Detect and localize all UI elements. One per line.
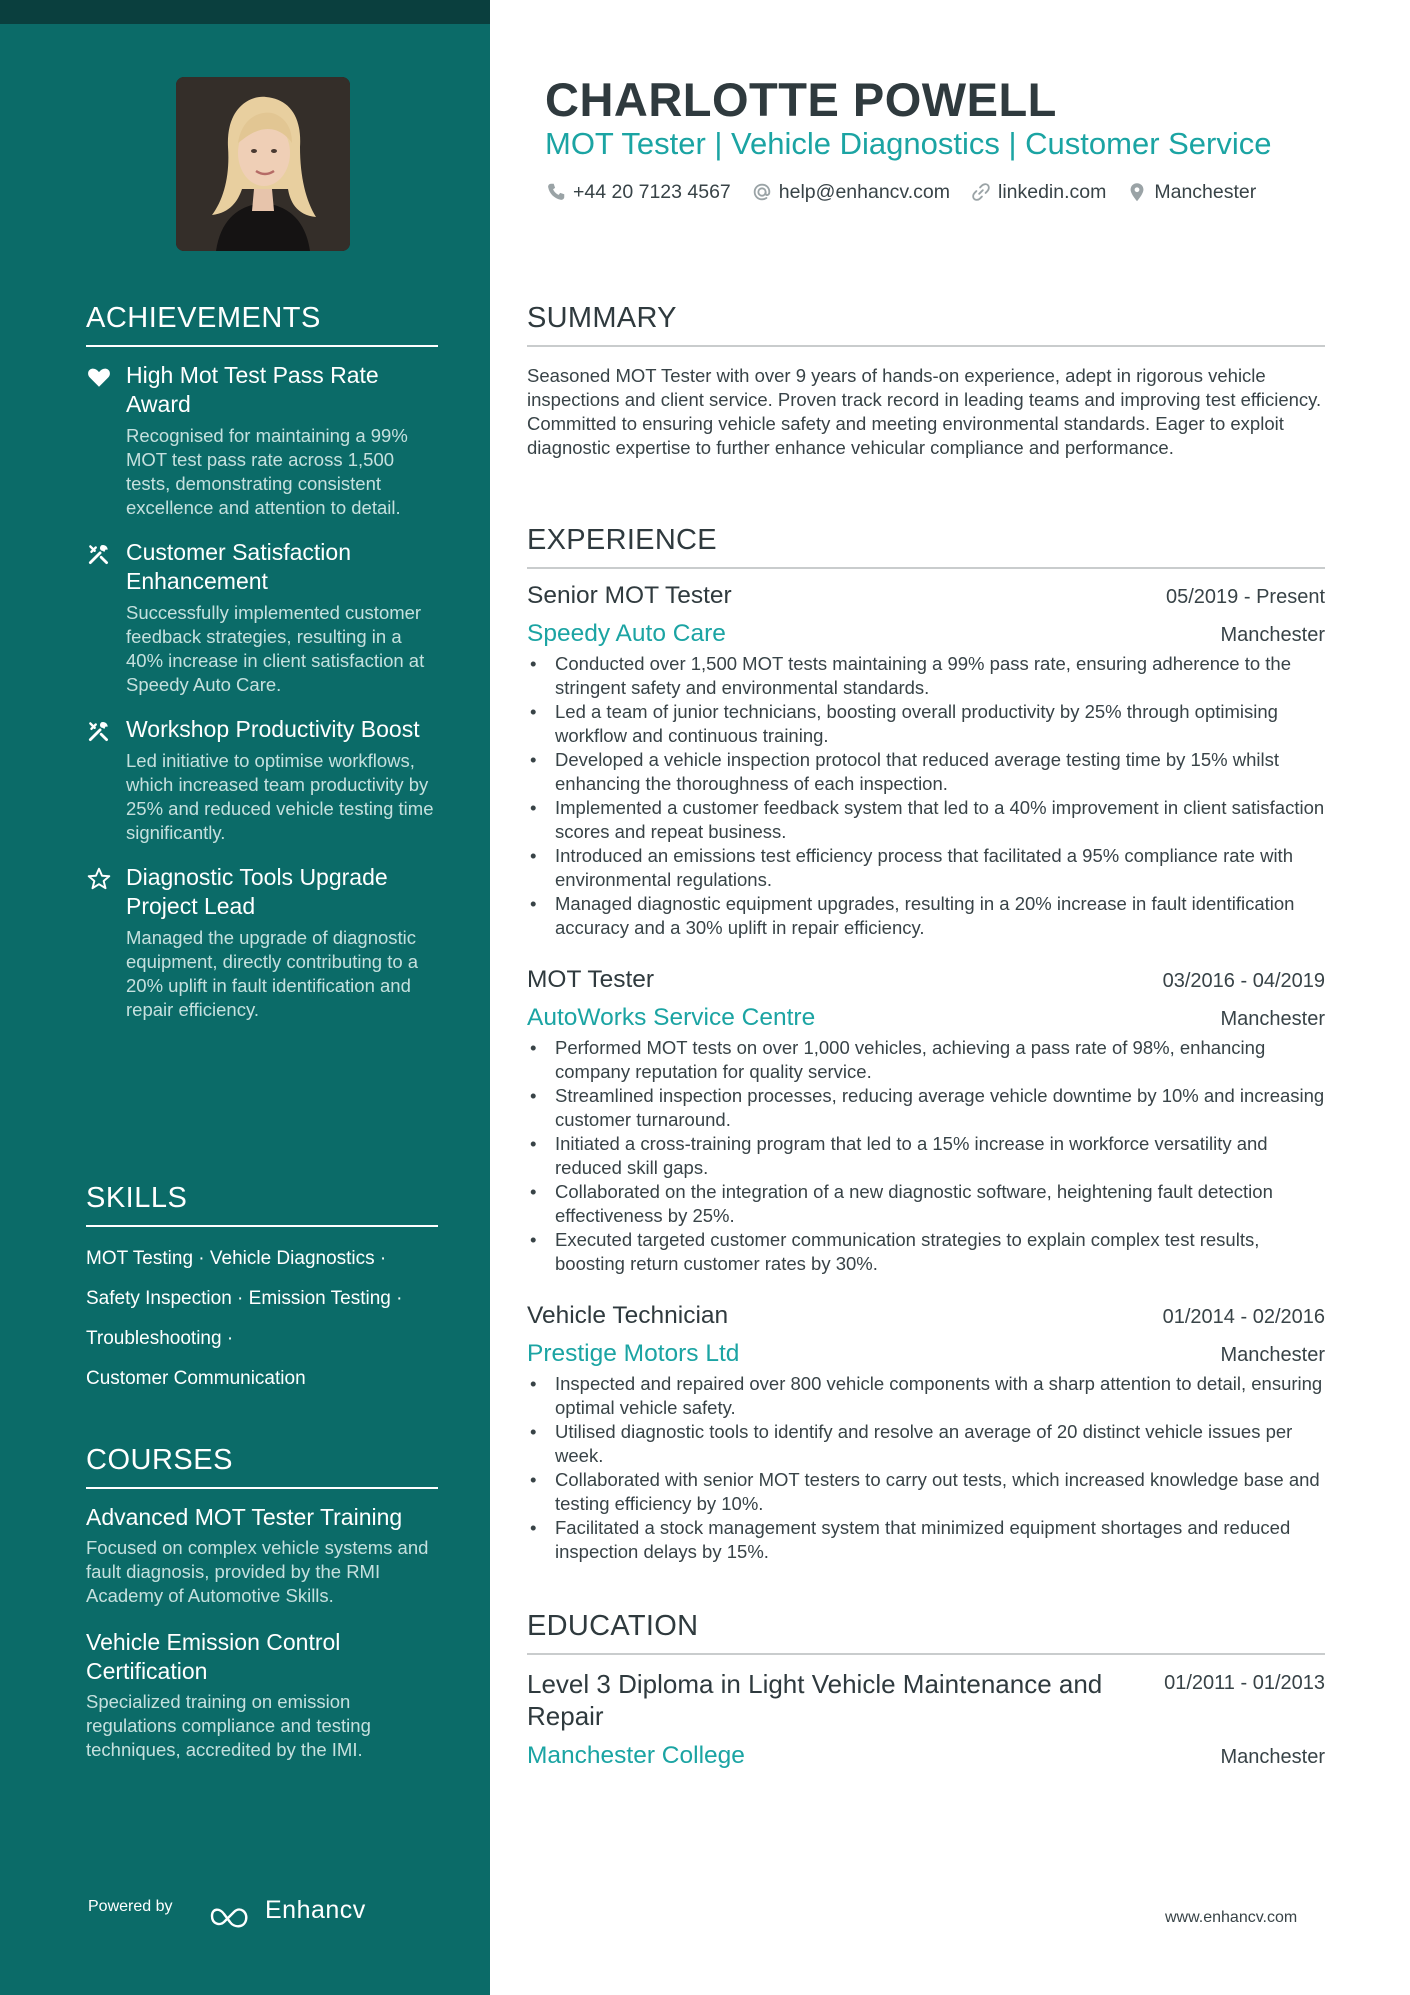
job-dates: 05/2019 - Present	[1166, 586, 1325, 608]
achievement-title: Diagnostic Tools Upgrade Project Lead	[126, 864, 388, 919]
courses-heading: COURSES	[86, 1444, 438, 1489]
achievement-item	[86, 863, 438, 1022]
job-bullet: • Developed a vehicle inspection protocol that reduced average testing time by 15% whilst enhancing the thoroughness of each inspection.	[527, 748, 1325, 796]
enhancv-logo-icon	[208, 1902, 252, 1930]
job-dates: 03/2016 - 04/2019	[1162, 970, 1325, 992]
education-dates: 01/2011 - 01/2013	[1164, 1672, 1325, 1694]
candidate-name: CHARLOTTE POWELL	[545, 73, 1057, 126]
job-bullet: • Inspected and repaired over 800 vehicle components with a sharp attention to detail, ensuring optimal vehicle safety.	[527, 1372, 1325, 1420]
achievements-heading: ACHIEVEMENTS	[86, 302, 438, 347]
footer-website[interactable]: www.enhancv.com	[1165, 1909, 1298, 1926]
profile-photo	[176, 77, 350, 251]
job-bullet: • Executed targeted customer communication strategies to explain complex test results, boosting return customer rates by 30%.	[527, 1228, 1325, 1276]
tools-icon	[86, 718, 112, 744]
location-text: Manchester	[1154, 180, 1257, 203]
job-title: MOT Tester	[527, 966, 655, 993]
job-title: Vehicle Technician	[527, 1302, 729, 1329]
achievement-item	[86, 715, 438, 845]
star-icon	[86, 866, 112, 892]
job-bullet: • Implemented a customer feedback system that led to a 40% improvement in client satisfaction scores and repeat business.	[527, 796, 1325, 844]
job-bullet: • Introduced an emissions test efficiency process that facilitated a 95% compliance rate with environmental regulations.	[527, 844, 1325, 892]
phone-icon	[545, 181, 567, 203]
sidebar-top-bar	[0, 0, 490, 24]
courses-section	[86, 1444, 438, 1762]
heart-icon	[86, 364, 112, 390]
portrait-image	[176, 77, 350, 251]
job-bullet: • Conducted over 1,500 MOT tests maintaining a 99% pass rate, ensuring adherence to the stringent safety and environmental standards.	[527, 652, 1325, 700]
tools-icon	[86, 541, 112, 567]
course-item	[86, 1628, 438, 1762]
job-company[interactable]: Speedy Auto Care	[527, 620, 726, 647]
course-title: Vehicle Emission Control Certification	[86, 1629, 341, 1684]
email-text: help@enhancv.com	[778, 180, 950, 203]
achievement-title: Customer Satisfaction Enhancement	[126, 539, 351, 594]
achievement-title: High Mot Test Pass Rate Award	[126, 362, 379, 417]
location-icon	[1126, 181, 1148, 203]
job-bullet: • Led a team of junior technicians, boosting overall productivity by 25% through optimising workflow and continuous training.	[527, 700, 1325, 748]
summary-text: Seasoned MOT Tester with over 9 years of hands-on experience, adept in rigorous vehicle inspections and client service. Proven track record in leading teams and improving test efficiency. Committed to ensuring vehicle safety and meeting environmental standards. Eager to exploit diagnostic expertise to further enhance vehicular compliance and performance.	[527, 365, 1322, 458]
achievement-desc: Led initiative to optimise workflows, which increased team productivity by 25% and reduced vehicle testing time significantly.	[126, 750, 434, 843]
education-entry	[527, 1668, 1325, 1770]
skill-line: Troubleshooting ·	[86, 1328, 234, 1349]
achievement-item	[86, 538, 438, 697]
skills-list	[86, 1239, 438, 1399]
job-bullet: • Performed MOT tests on over 1,000 vehicles, achieving a pass rate of 98%, enhancing company reputation for quality service.	[527, 1036, 1325, 1084]
at-icon	[751, 181, 773, 203]
experience-heading: EXPERIENCE	[527, 524, 1325, 569]
skill-line: Safety Inspection · Emission Testing ·	[86, 1288, 403, 1309]
job-bullet: • Collaborated on the integration of a new diagnostic software, heightening fault detection effectiveness by 25%.	[527, 1180, 1325, 1228]
course-desc: Focused on complex vehicle systems and fault diagnosis, provided by the RMI Academy of Automotive Skills.	[86, 1537, 429, 1606]
job-title: Senior MOT Tester	[527, 582, 732, 609]
link-icon	[970, 181, 992, 203]
job-entry	[527, 1302, 1325, 1564]
achievements-section	[86, 302, 438, 1022]
skills-section	[86, 1182, 438, 1399]
job-bullet: • Streamlined inspection processes, reducing average vehicle downtime by 10% and increasing customer turnaround.	[527, 1084, 1325, 1132]
job-bullet: • Facilitated a stock management system that minimized equipment shortages and reduced inspection delays by 15%.	[527, 1516, 1325, 1564]
sidebar	[0, 0, 490, 1995]
education-location: Manchester	[1220, 1746, 1325, 1768]
skill-line: Customer Communication	[86, 1368, 306, 1389]
skill-line: MOT Testing · Vehicle Diagnostics ·	[86, 1248, 387, 1269]
achievement-title: Workshop Productivity Boost	[126, 716, 420, 742]
summary-heading: SUMMARY	[527, 302, 1325, 347]
phone-text: +44 20 7123 4567	[573, 180, 731, 203]
contact-bar	[545, 178, 1276, 206]
achievement-desc: Successfully implemented customer feedback strategies, resulting in a 40% increase in client satisfaction at Speedy Auto Care.	[126, 602, 425, 695]
education-heading: EDUCATION	[527, 1610, 1325, 1655]
linkedin-text: linkedin.com	[997, 180, 1107, 203]
job-entry	[527, 582, 1325, 940]
powered-by-label: Powered by	[88, 1898, 173, 1915]
contact-email[interactable]	[751, 181, 950, 204]
job-dates: 01/2014 - 02/2016	[1162, 1306, 1325, 1328]
job-bullets	[527, 1372, 1325, 1564]
job-bullet: • Utilised diagnostic tools to identify and resolve an average of 20 distinct vehicle issues per week.	[527, 1420, 1325, 1468]
course-item	[86, 1503, 438, 1608]
job-bullet: • Initiated a cross-training program that led to a 15% increase in workforce versatility and reduced skill gaps.	[527, 1132, 1325, 1180]
contact-linkedin[interactable]	[970, 181, 1106, 204]
course-desc: Specialized training on emission regulations compliance and testing techniques, accredited by the IMI.	[86, 1691, 371, 1760]
achievement-item	[86, 361, 438, 520]
job-bullets	[527, 1036, 1325, 1276]
achievement-desc: Recognised for maintaining a 99% MOT test pass rate across 1,500 tests, demonstrating consistent excellence and attention to detail.	[126, 425, 408, 518]
job-bullet: • Collaborated with senior MOT testers to carry out tests, which increased knowledge base and testing efficiency by 10%.	[527, 1468, 1325, 1516]
job-bullets	[527, 652, 1325, 940]
contact-phone[interactable]	[545, 181, 731, 204]
contact-location	[1126, 181, 1256, 204]
job-entry	[527, 966, 1325, 1276]
job-location: Manchester	[1220, 1008, 1325, 1030]
enhancv-brand: Enhancv	[265, 1896, 366, 1924]
job-location: Manchester	[1220, 624, 1325, 646]
achievement-desc: Managed the upgrade of diagnostic equipment, directly contributing to a 20% uplift in fault identification and repair efficiency.	[126, 927, 419, 1020]
skills-heading: SKILLS	[86, 1182, 438, 1227]
job-location: Manchester	[1220, 1344, 1325, 1366]
job-bullet: • Managed diagnostic equipment upgrades, resulting in a 20% increase in fault identification accuracy and a 30% uplift in repair efficiency.	[527, 892, 1325, 940]
job-company[interactable]: Prestige Motors Ltd	[527, 1340, 740, 1367]
candidate-tagline: MOT Tester | Vehicle Diagnostics | Customer Service	[545, 126, 1272, 161]
course-title: Advanced MOT Tester Training	[86, 1504, 403, 1530]
job-company[interactable]: AutoWorks Service Centre	[527, 1004, 816, 1031]
education-school[interactable]: Manchester College	[527, 1742, 745, 1769]
education-title: Level 3 Diploma in Light Vehicle Maintenance and Repair	[527, 1669, 1103, 1731]
